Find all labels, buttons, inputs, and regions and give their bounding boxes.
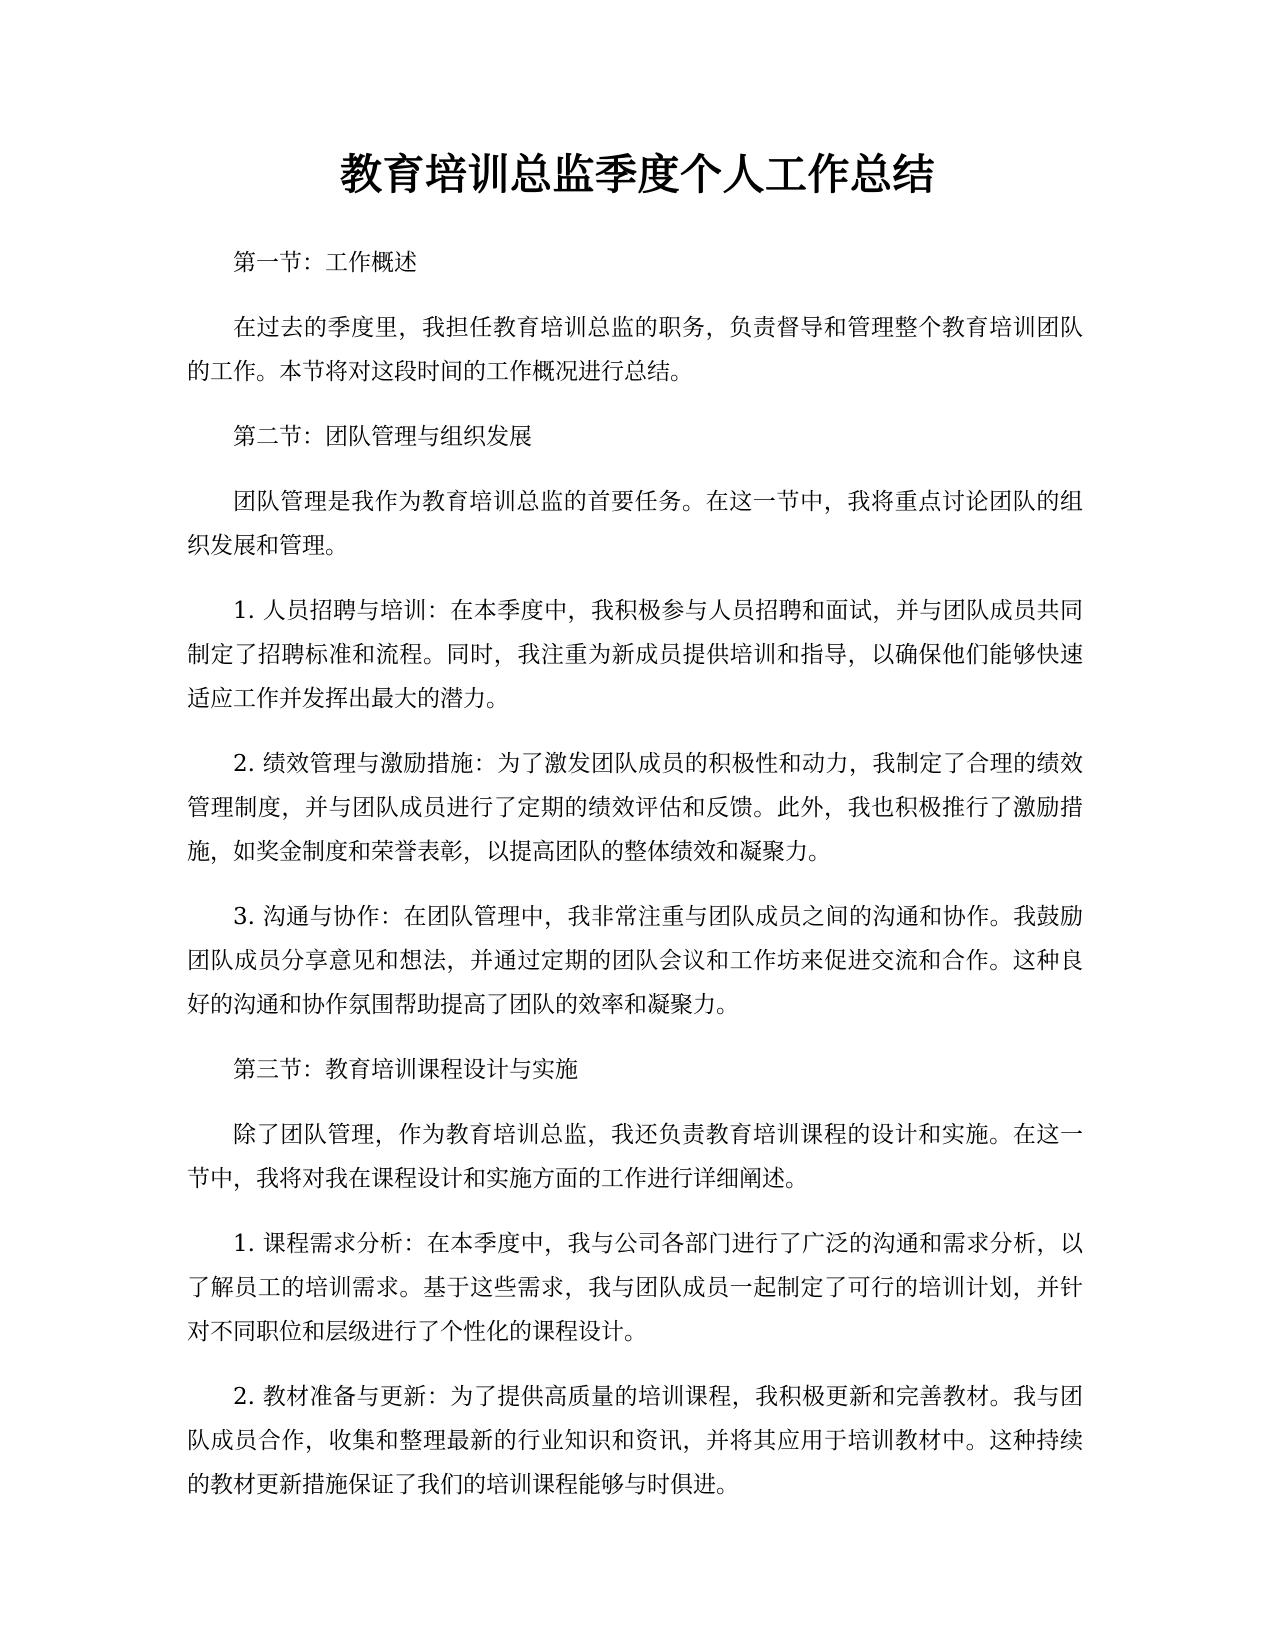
paragraph-communication: 3. 沟通与协作：在团队管理中，我非常注重与团队成员之间的沟通和协作。我鼓励团队成员分享意见和想法，并通过定期的团队会议和工作坊来促进交流和合作。这种良好的沟通和协作氛围帮助提高了团队的效率和凝聚力。 — [187, 904, 1083, 1018]
section-heading-3: 第三节：教育培训课程设计与实施 — [233, 1057, 578, 1083]
paragraph-overview: 在过去的季度里，我担任教育培训总监的职务，负责督导和管理整个教育培训团队的工作。本节将对这段时间的工作概况进行总结。 — [187, 315, 1083, 385]
paragraph-materials: 2. 教材准备与更新：为了提供高质量的培训课程，我积极更新和完善教材。我与团队成员合作，收集和整理最新的行业知识和资讯，并将其应用于培训教材中。这种持续的教材更新措施保证了我们的培训课程能够与时俱进。 — [187, 1384, 1083, 1498]
paragraph-recruitment: 1. 人员招聘与培训：在本季度中，我积极参与人员招聘和面试，并与团队成员共同制定了招聘标准和流程。同时，我注重为新成员提供培训和指导，以确保他们能够快速适应工作并发挥出最大的潜力。 — [187, 598, 1083, 712]
paragraph-performance: 2. 绩效管理与激励措施：为了激发团队成员的积极性和动力，我制定了合理的绩效管理制度，并与团队成员进行了定期的绩效评估和反馈。此外，我也积极推行了激励措施，如奖金制度和荣誉表彰，以提高团队的整体绩效和凝聚力。 — [187, 751, 1083, 865]
paragraph-needs-analysis: 1. 课程需求分析：在本季度中，我与公司各部门进行了广泛的沟通和需求分析，以了解员工的培训需求。基于这些需求，我与团队成员一起制定了可行的培训计划，并针对不同职位和层级进行了个性化的课程设计。 — [187, 1231, 1083, 1345]
section-heading-1: 第一节：工作概述 — [233, 250, 417, 276]
paragraph-course-intro: 除了团队管理，作为教育培训总监，我还负责教育培训课程的设计和实施。在这一节中，我将对我在课程设计和实施方面的工作进行详细阐述。 — [187, 1122, 1083, 1192]
paragraph-team-intro: 团队管理是我作为教育培训总监的首要任务。在这一节中，我将重点讨论团队的组织发展和管理。 — [187, 489, 1083, 559]
document-title: 教育培训总监季度个人工作总结 — [339, 150, 935, 199]
section-heading-2: 第二节：团队管理与组织发展 — [233, 424, 532, 450]
document-body — [187, 241, 1083, 1528]
